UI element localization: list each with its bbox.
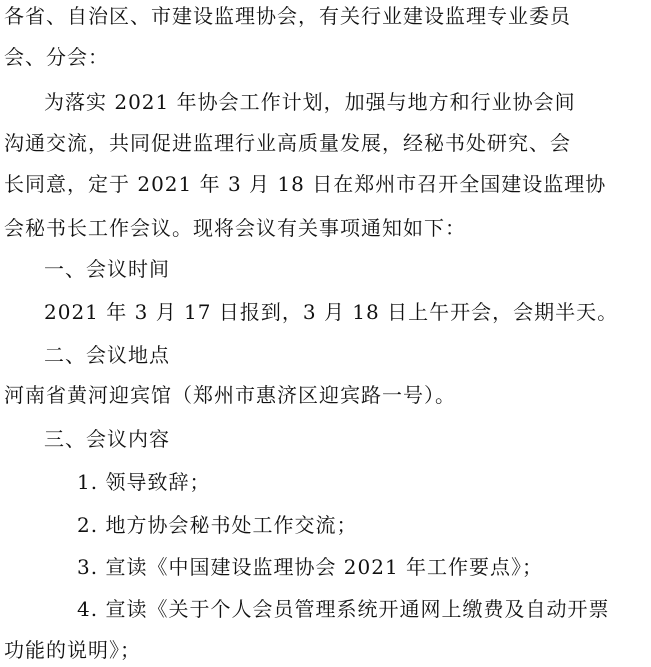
agenda-item-4-line-1: 4. 宣读《关于个人会员管理系统开通网上缴费及自动开票 xyxy=(77,597,610,621)
meeting-location-detail: 河南省黄河迎宾馆（郑州市惠济区迎宾路一号）。 xyxy=(4,383,456,407)
agenda-item-3: 3. 宣读《中国建设监理协会 2021 年工作要点》； xyxy=(77,555,544,579)
section-heading-content: 三、会议内容 xyxy=(44,427,170,451)
intro-paragraph-line-4: 会秘书长工作会议。现将会议有关事项通知如下： xyxy=(4,216,466,240)
salutation-line-2: 会、分会： xyxy=(4,45,109,69)
intro-paragraph-line-1: 为落实 2021 年协会工作计划，加强与地方和行业协会间 xyxy=(44,90,576,114)
salutation-line-1: 各省、自治区、市建设监理协会，有关行业建设监理专业委员 xyxy=(4,4,571,28)
section-heading-location: 二、会议地点 xyxy=(44,343,170,367)
agenda-item-4-line-2: 功能的说明》； xyxy=(4,638,141,662)
agenda-item-2: 2. 地方协会秘书处工作交流； xyxy=(77,513,358,537)
intro-paragraph-line-2: 沟通交流，共同促进监理行业高质量发展，经秘书处研究、会 xyxy=(4,131,571,155)
intro-paragraph-line-3: 长同意，定于 2021 年 3 月 18 日在郑州市召开全国建设监理协 xyxy=(4,172,607,196)
agenda-item-1: 1. 领导致辞； xyxy=(77,470,211,494)
meeting-time-detail: 2021 年 3 月 17 日报到，3 月 18 日上午开会，会期半天。 xyxy=(44,300,619,324)
section-heading-time: 一、会议时间 xyxy=(44,257,170,281)
